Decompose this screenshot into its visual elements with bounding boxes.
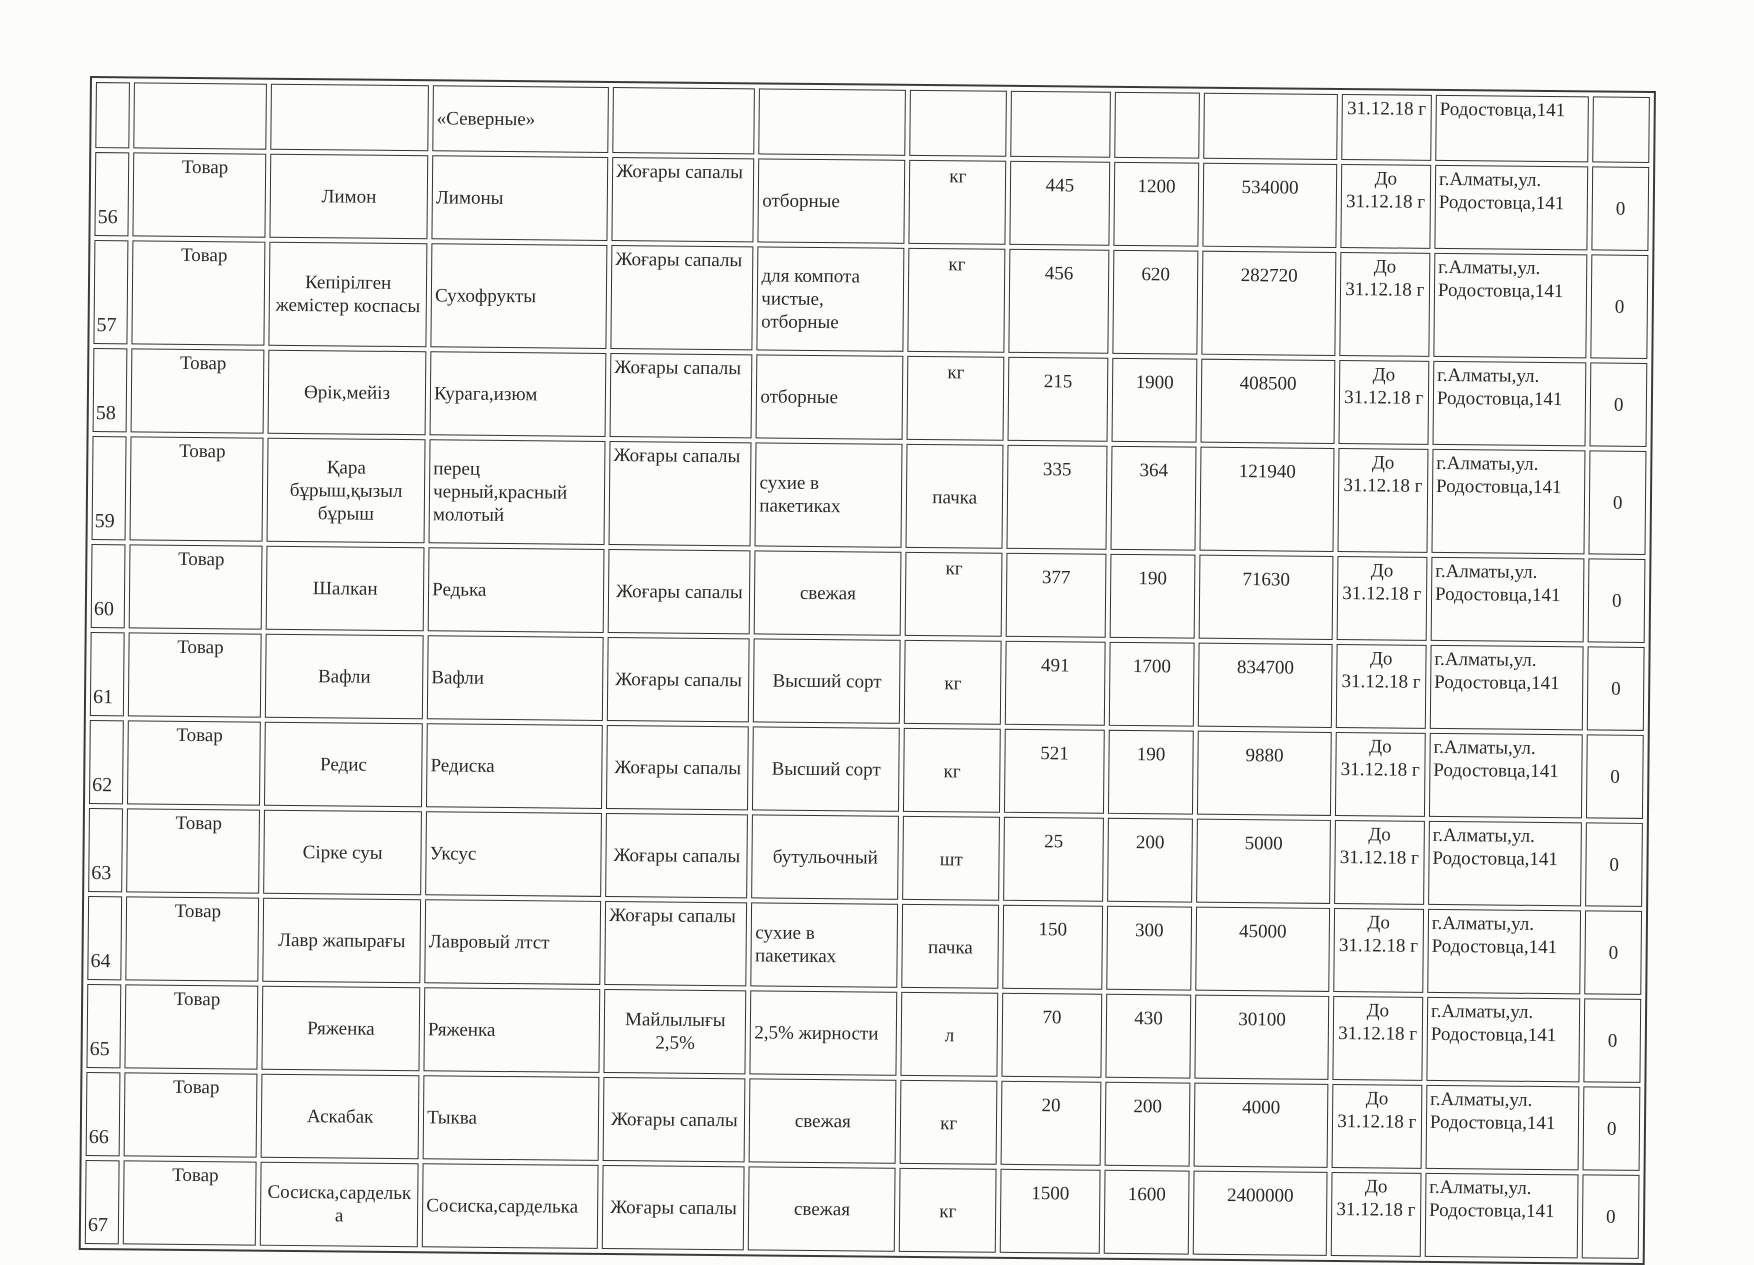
date-prefix: До [1371, 452, 1395, 474]
cell-name-rus: Лимоны [432, 155, 609, 241]
cell-price: 620 [1112, 250, 1199, 355]
date-value: 31.12.18 г [1338, 1023, 1418, 1045]
cell-price: 190 [1109, 554, 1196, 639]
cell-num: 67 [85, 1160, 120, 1244]
cell-total: 2400000 [1193, 1171, 1327, 1256]
cell-total: 121940 [1200, 447, 1334, 552]
address-city: г.Алматы,ул. [1434, 648, 1537, 671]
cell-price: 364 [1110, 446, 1197, 551]
cell-zero: 0 [1586, 734, 1643, 819]
table-row [93, 348, 1648, 447]
cell-address [1426, 1085, 1580, 1170]
cell-num: 62 [89, 720, 124, 804]
cell-spec [759, 88, 906, 155]
cell-spec: свежая [754, 550, 902, 635]
cell-name-kaz: Кепірілген жемістер коспасы [268, 242, 427, 348]
cell-address [1433, 253, 1588, 358]
address-street: Родостовца,141 [1437, 279, 1564, 303]
cell-unit [909, 90, 1007, 157]
cell-spec: бутульочный [752, 814, 900, 899]
cell-type [133, 82, 267, 149]
cell-spec: 2,5% жирности [750, 990, 898, 1075]
cell-zero: 0 [1589, 450, 1647, 555]
cell-unit: кг [904, 640, 1002, 725]
table-row [87, 896, 1642, 995]
address-city: г.Алматы,ул. [1429, 1176, 1532, 1199]
cell-address [1428, 821, 1582, 906]
cell-spec: свежая [748, 1166, 896, 1251]
cell-quality: Жоғары сапалы [606, 725, 749, 810]
cell-address [1431, 557, 1585, 642]
cell-type: Товар [130, 348, 264, 433]
address-street: Родостовца,141 [1432, 847, 1559, 871]
date-value: 31.12.18 г [1343, 475, 1423, 497]
table-row [86, 1072, 1641, 1171]
cell-unit: кг [905, 552, 1003, 637]
cell-price: 200 [1104, 1082, 1191, 1167]
cell-total [1204, 93, 1338, 160]
cell-zero: 0 [1585, 910, 1642, 995]
cell-zero: 0 [1584, 998, 1641, 1083]
cell-name-kaz [270, 84, 429, 152]
table-row [88, 808, 1643, 907]
cell-spec: Высший сорт [752, 726, 900, 811]
cell-num [95, 82, 129, 148]
cell-zero: 0 [1591, 254, 1649, 359]
cell-quality: Жоғары сапалы [610, 353, 753, 438]
address-city: г.Алматы,ул. [1431, 912, 1535, 935]
cell-quantity: 445 [1010, 161, 1110, 246]
cell-address: Родостовца,141 [1435, 95, 1589, 162]
cell-price: 1700 [1108, 642, 1195, 727]
date-prefix: До [1367, 912, 1391, 934]
cell-type: Товар [124, 984, 258, 1069]
cell-total: 5000 [1197, 819, 1331, 904]
cell-zero: 0 [1582, 1174, 1639, 1259]
cell-address [1427, 909, 1581, 994]
date-value: 31.12.18 г [1337, 1111, 1417, 1133]
cell-name-rus: Лавровый лтст [424, 899, 601, 985]
cell-date [1337, 448, 1428, 553]
cell-name-kaz: Сосиска,сарделька [260, 1162, 419, 1248]
cell-address [1432, 361, 1586, 446]
cell-price: 190 [1108, 730, 1195, 815]
cell-name-rus: перец черный,красный молотый [429, 439, 606, 545]
cell-quantity: 1500 [1000, 1169, 1100, 1254]
table-row [94, 152, 1649, 251]
cell-price [1114, 92, 1200, 159]
cell-total: 282720 [1202, 251, 1336, 356]
cell-name-kaz: Аскабак [261, 1074, 420, 1160]
cell-num: 66 [86, 1072, 121, 1156]
cell-quantity: 215 [1008, 357, 1108, 442]
cell-name-rus: Сухофрукты [431, 243, 608, 349]
table-row [85, 1160, 1640, 1259]
cell-unit: пачка [906, 444, 1004, 549]
date-prefix: До [1370, 560, 1394, 582]
cell-quantity: 521 [1004, 729, 1104, 814]
address-street: Родостовца,141 [1429, 1111, 1556, 1135]
cell-type: Товар [129, 544, 263, 629]
cell-type: Товар [126, 808, 260, 893]
cell-unit: кг [907, 356, 1005, 441]
cell-zero: 0 [1592, 166, 1649, 251]
date-prefix: До [1374, 168, 1398, 190]
address-street: Родостовца,141 [1438, 191, 1565, 215]
cell-unit: кг [909, 160, 1007, 245]
cell-num: 65 [86, 984, 121, 1068]
date-prefix: До [1364, 1176, 1388, 1198]
address-city: г.Алматы,ул. [1433, 736, 1536, 759]
address-city: г.Алматы,ул. [1432, 824, 1535, 847]
cell-name-rus: Сосиска,сарделька [422, 1163, 599, 1249]
cell-quality: Жоғары сапалы [605, 901, 748, 986]
cell-date [1332, 996, 1423, 1081]
date-value: 31.12.18 г [1346, 191, 1426, 213]
date-value: 31.12.18 г [1338, 935, 1419, 957]
cell-name-kaz: Сірке суы [263, 810, 422, 896]
date-value: 31.12.18 г [1339, 847, 1419, 869]
cell-quantity: 335 [1007, 445, 1107, 550]
address-street: Родостовца,141 [1435, 475, 1562, 499]
address-street: Родостовца,141 [1434, 671, 1560, 695]
cell-num: 63 [88, 808, 123, 892]
cell-name-rus: Уксус [425, 811, 602, 897]
date-prefix: До [1368, 824, 1391, 846]
date-prefix: До [1365, 1088, 1389, 1110]
cell-name-rus: Редька [428, 547, 605, 633]
cell-zero: 0 [1588, 558, 1645, 643]
cell-spec: Высший сорт [753, 638, 901, 723]
cell-spec: свежая [749, 1078, 897, 1163]
date-prefix: До [1373, 256, 1397, 278]
table-row-continuation [95, 82, 1650, 163]
cell-total: 408500 [1201, 359, 1335, 444]
cell-date [1334, 820, 1425, 905]
cell-zero: 0 [1587, 646, 1644, 731]
cell-name-rus: Редиска [426, 723, 603, 809]
cell-type: Товар [129, 436, 263, 541]
cell-address [1429, 733, 1583, 818]
cell-type: Товар [123, 1160, 257, 1245]
cell-zero: 0 [1590, 362, 1647, 447]
address-street: Родостовца,141 [1434, 583, 1561, 607]
cell-num: 60 [91, 544, 126, 628]
address-street: Родостовца,141 [1433, 759, 1559, 783]
cell-date [1338, 360, 1429, 445]
cell-date [1330, 1172, 1421, 1257]
cell-spec: сухие в пакетиках [755, 442, 903, 547]
cell-price: 1200 [1113, 162, 1200, 247]
cell-spec: отборные [756, 354, 904, 439]
cell-quality: Жоғары сапалы [607, 637, 750, 722]
cell-address [1434, 165, 1588, 250]
address-city: г.Алматы,ул. [1437, 364, 1540, 387]
address-street: Родостовца,141 [1436, 387, 1563, 411]
date-prefix: До [1369, 736, 1392, 758]
cell-quantity: 456 [1009, 249, 1109, 354]
address-city: г.Алматы,ул. [1438, 168, 1542, 191]
address-street: Родостовца,141 [1430, 1023, 1557, 1047]
date-prefix: До [1372, 364, 1396, 386]
cell-quantity [1011, 91, 1111, 158]
date-prefix: До [1369, 648, 1393, 670]
cell-quality: Жоғары сапалы [612, 157, 755, 242]
cell-quantity: 70 [1002, 993, 1102, 1078]
cell-date [1335, 644, 1426, 729]
cell-num: 58 [93, 348, 128, 432]
cell-spec: для компота чистые, отборные [757, 246, 905, 351]
procurement-table [79, 76, 1656, 1265]
cell-type: Товар [128, 632, 262, 717]
cell-name-kaz: Өрік,мейіз [268, 350, 427, 436]
cell-quality: Жоғары сапалы [603, 1077, 746, 1162]
date-value: 31.12.18 г [1340, 759, 1420, 781]
cell-type: Товар [132, 152, 266, 237]
cell-address [1425, 1173, 1579, 1258]
cell-price: 430 [1105, 994, 1192, 1079]
cell-unit: кг [900, 1080, 998, 1165]
date-prefix: До [1366, 1000, 1390, 1022]
address-city: г.Алматы,ул. [1435, 560, 1538, 583]
cell-num: 59 [92, 436, 127, 540]
cell-date [1340, 164, 1431, 249]
cell-quantity: 25 [1003, 817, 1103, 902]
cell-zero: 0 [1586, 822, 1643, 907]
cell-date [1331, 1084, 1422, 1169]
cell-unit: кг [908, 248, 1006, 353]
cell-name-rus: Курага,изюм [430, 351, 607, 437]
cell-name-kaz: Ряженка [262, 986, 421, 1072]
address-city: г.Алматы,ул. [1436, 452, 1539, 475]
date-value: 31.12.18 г [1341, 671, 1421, 693]
cell-total: 9880 [1197, 731, 1331, 816]
address-city: г.Алматы,ул. [1438, 256, 1541, 279]
cell-total: 45000 [1196, 907, 1330, 992]
cell-date [1335, 732, 1426, 817]
procurement-table-wrap [79, 76, 1656, 1249]
cell-quality: Жоғары сапалы [605, 813, 748, 898]
address-city: г.Алматы,ул. [1430, 1000, 1534, 1023]
cell-quantity: 20 [1001, 1081, 1101, 1166]
cell-quality: Майлылығы 2,5% [604, 989, 747, 1074]
cell-unit: кг [899, 1168, 997, 1253]
cell-price: 300 [1106, 906, 1193, 991]
cell-date [1336, 556, 1427, 641]
address-city: г.Алматы,ул. [1430, 1088, 1533, 1111]
cell-type: Товар [125, 896, 259, 981]
cell-name-rus: «Северные» [432, 85, 609, 153]
cell-name-kaz: Шалкан [266, 546, 425, 632]
cell-quality: Жоғары сапалы [609, 441, 752, 546]
cell-address [1431, 449, 1586, 554]
cell-quality [613, 87, 756, 154]
cell-total: 30100 [1195, 995, 1329, 1080]
cell-num: 61 [90, 632, 125, 716]
address-street: Родостовца,141 [1429, 1199, 1555, 1223]
table-row [90, 632, 1645, 731]
cell-unit: л [901, 992, 999, 1077]
table-row [93, 240, 1648, 359]
cell-address [1426, 997, 1580, 1082]
cell-quantity: 491 [1005, 641, 1105, 726]
cell-name-kaz: Лавр жапырағы [262, 898, 421, 984]
cell-num: 56 [94, 152, 129, 236]
cell-total: 71630 [1199, 555, 1333, 640]
cell-unit: шт [902, 816, 1000, 901]
cell-quality: Жоғары сапалы [602, 1165, 745, 1250]
cell-name-kaz: Редис [264, 722, 423, 808]
cell-quality: Жоғары сапалы [611, 245, 754, 350]
table-row [91, 544, 1646, 643]
cell-name-rus: Вафли [427, 635, 604, 721]
cell-total: 834700 [1198, 643, 1332, 728]
cell-name-rus: Ряженка [424, 987, 601, 1073]
cell-price: 1600 [1103, 1170, 1190, 1255]
cell-name-kaz: Қара бұрыш,қызыл бұрыш [267, 438, 426, 544]
cell-date [1339, 252, 1430, 357]
date-value: 31.12.18 г [1336, 1199, 1416, 1221]
cell-num: 64 [87, 896, 122, 980]
cell-quality: Жоғары сапалы [608, 549, 751, 634]
cell-quantity: 377 [1006, 553, 1106, 638]
date-value: 31.12.18 г [1344, 387, 1424, 409]
cell-unit: пачка [901, 904, 999, 989]
cell-price: 200 [1107, 818, 1194, 903]
table-row [92, 436, 1647, 555]
cell-unit: кг [903, 728, 1001, 813]
cell-price: 1900 [1111, 358, 1198, 443]
table-row [86, 984, 1641, 1083]
cell-total: 4000 [1194, 1083, 1328, 1168]
cell-num: 57 [93, 240, 128, 344]
cell-name-rus: Тыква [423, 1075, 600, 1161]
cell-type: Товар [127, 720, 261, 805]
cell-address [1430, 645, 1584, 730]
cell-name-kaz: Вафли [265, 634, 424, 720]
cell-type: Товар [123, 1072, 257, 1157]
cell-date: 31.12.18 г [1341, 94, 1432, 161]
address-street: Родостовца,141 [1431, 935, 1558, 959]
cell-spec: отборные [758, 158, 906, 243]
cell-date [1333, 908, 1424, 993]
cell-quantity: 150 [1003, 905, 1103, 990]
cell-name-kaz: Лимон [270, 154, 429, 240]
table-row [89, 720, 1644, 819]
cell-zero: 0 [1583, 1086, 1640, 1171]
date-value: 31.12.18 г [1342, 583, 1422, 605]
cell-spec: сухие в пакетиках [751, 902, 899, 987]
cell-type: Товар [131, 240, 265, 345]
cell-total: 534000 [1203, 163, 1337, 248]
cell-zero [1593, 96, 1650, 163]
date-value: 31.12.18 г [1345, 279, 1425, 301]
